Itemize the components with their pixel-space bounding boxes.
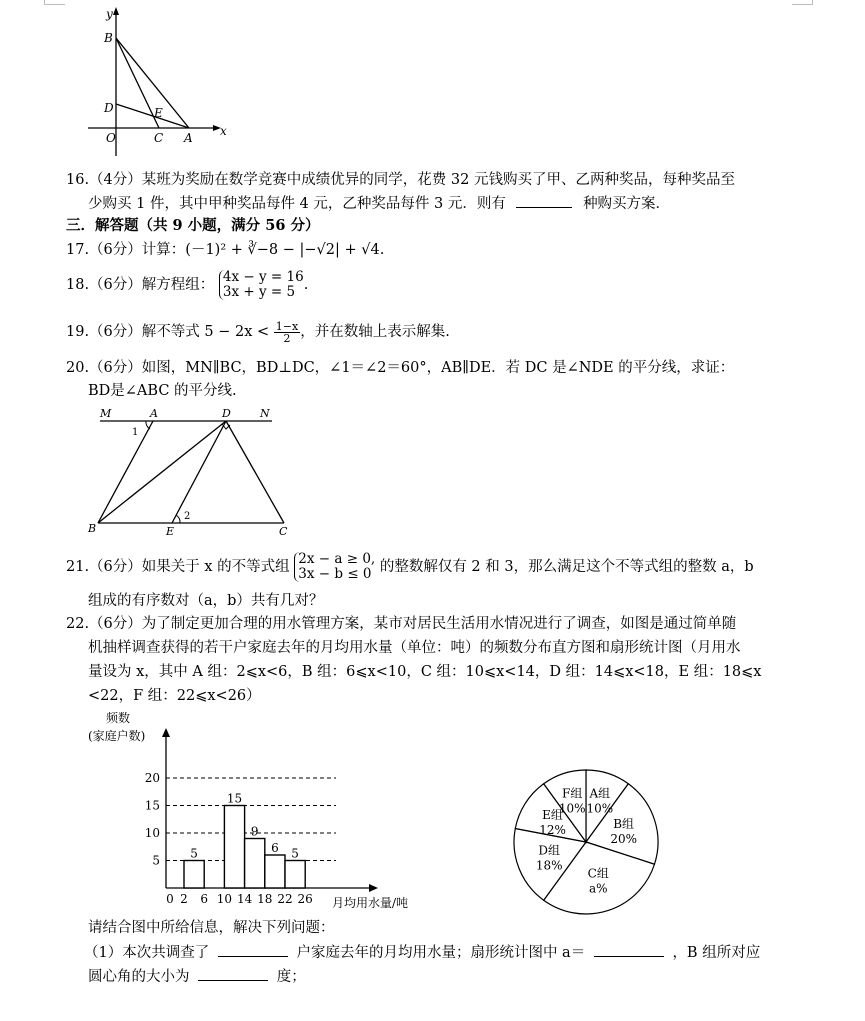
q22-line1: 22.（6分）为了制定更加合理的用水管理方案，某市对居民生活用水情况进行了调查，如图是通过简单随 (66, 616, 737, 632)
pie-slice-label: E组 (542, 807, 563, 822)
q16-answer-blank[interactable] (516, 193, 572, 208)
q18-eq1: 4x − y = 16 (222, 269, 304, 285)
q16-line2 (88, 193, 670, 214)
q22-line4: <22，F 组：22⩽x<26） (88, 688, 261, 704)
q19-numerator: 1−x (275, 319, 299, 333)
fig20-label-A: A (150, 407, 158, 420)
q18 (66, 268, 308, 302)
q21-inequality-system (294, 552, 375, 582)
q22-line3: 量设为 x，其中 A 组：2⩽x<6，B 组：6⩽x<10，C 组：10⩽x<14，D 组：14⩽x<18，E 组：18⩽x (88, 664, 762, 680)
fig15-label-D: D (104, 101, 114, 115)
histogram-bar-value: 5 (291, 846, 299, 861)
histogram-ytick-label: 10 (144, 826, 160, 840)
fig20-label-C: C (279, 525, 288, 538)
q20-line2: BD是∠ABC 的平分线. (88, 383, 237, 399)
histogram-bar-value: 6 (271, 841, 279, 855)
q18-eq2: 3x + y = 5 (222, 284, 296, 300)
histogram-xtick-label: 26 (297, 892, 313, 906)
q22-part1-text-c: ，B 组所对应 (672, 945, 761, 961)
q21-ineq2: 3x − b ≤ 0 (298, 566, 372, 582)
q22-part1-text-d: 圆心角的大小为 (88, 969, 190, 985)
pie-slice-percent: 18% (535, 858, 563, 873)
q19-prefix: 19.（6分）解不等式 (66, 324, 200, 340)
pie-slice-label: F组 (562, 786, 583, 801)
fig15-label-y: y (106, 7, 113, 21)
pie-slice-percent: 10% (586, 801, 614, 816)
histogram-bar (265, 855, 285, 888)
histogram-xtick-label: 22 (277, 892, 293, 906)
figure-q15 (86, 4, 236, 162)
fig15-label-A: A (184, 131, 193, 145)
fig15-label-B: B (104, 31, 113, 45)
histogram-bar-value: 5 (190, 846, 198, 861)
q19 (66, 318, 450, 346)
pie-slice-percent: 20% (610, 831, 637, 846)
page-corner-mark-right (792, 0, 813, 5)
histogram-bar (245, 839, 265, 889)
q21-line1 (66, 550, 754, 584)
histogram-xtick-label: 2 (180, 892, 188, 906)
q21-line2: 组成的有序数对（a，b）共有几对？ (88, 593, 324, 609)
q22-intro: 请结合图中所给信息，解决下列问题： (88, 920, 335, 936)
q17 (66, 240, 384, 260)
q19-denominator: 2 (283, 331, 291, 345)
q16-line2-text: 少购买 1 件，其中甲种奖品每件 4 元，乙种奖品每件 3 元．则有 (88, 196, 506, 212)
q21-ineq1: 2x − a ≥ 0, (298, 551, 376, 567)
pie-slice-percent: a% (588, 881, 608, 896)
pie-slice-percent: 12% (539, 822, 566, 837)
fig15-label-x: x (220, 124, 227, 138)
q18-equation-system (219, 270, 304, 300)
histogram-ytick-label: 15 (144, 798, 160, 813)
q22-households-blank[interactable] (218, 942, 288, 957)
histogram-xtick-label: 10 (216, 892, 233, 906)
histogram-ylabel-line2: (家庭户数) (88, 729, 146, 743)
pie-slice-percent: 10% (558, 801, 586, 816)
histogram-xtick-label: 6 (200, 892, 209, 906)
q19-suffix: ，并在数轴上表示解集. (300, 324, 450, 340)
q20-line1: 20.（6分）如图，MN∥BC，BD⊥DC，∠1＝∠2＝60°，AB∥DE．若 DC 是∠NDE 的平分线，求证： (66, 360, 735, 376)
histogram-xlabel: 月均用水量/吨 (332, 896, 409, 910)
pie-slice-label: D组 (538, 843, 560, 858)
histogram-xtick-label: 14 (236, 892, 253, 906)
histogram-bar (285, 861, 305, 889)
fig20-angle-1: 1 (132, 427, 139, 438)
histogram-bar (224, 806, 244, 889)
q18-suffix: . (303, 277, 309, 293)
q22-part1-line2 (88, 966, 306, 987)
fig20-label-D: D (222, 407, 231, 420)
section-header: 三．解答题（共 9 小题，满分 56 分） (66, 217, 320, 234)
fig20-label-B: B (88, 522, 97, 535)
q22-part1-text-a: （1）本次共调查了 (84, 945, 210, 961)
histogram-xtick-label: 18 (257, 892, 273, 906)
q19-lhs: 5 − 2x < (204, 324, 270, 340)
q17-prefix: 17.（6分）计算： (66, 242, 186, 258)
fig20-angle-2: 2 (184, 511, 191, 522)
fig20-label-E: E (166, 525, 175, 538)
q22-a-value-blank[interactable] (594, 942, 664, 957)
histogram-chart (86, 706, 436, 914)
q18-prefix: 18.（6分）解方程组： (66, 277, 215, 293)
histogram-bar-value: 9 (250, 824, 259, 839)
histogram-bar (184, 861, 204, 889)
histogram-ylabel-line1: 频数 (106, 711, 131, 725)
q21-prefix: 21.（6分）如果关于 x 的不等式组 (66, 559, 290, 575)
q22-part1-text-e: 度； (276, 969, 306, 985)
q22-angle-blank[interactable] (198, 966, 268, 981)
page-corner-mark-left (44, 0, 65, 5)
q22-part1-line1 (84, 942, 760, 963)
pie-slice-label: C组 (587, 866, 609, 881)
figure-q20 (86, 404, 296, 538)
histogram-bar-value: 15 (226, 791, 243, 806)
q21-suffix: 的整数解仅有 2 和 3，那么满足这个不等式组的整数 a，b (379, 559, 754, 575)
q17-expression: (－1)² + ∛−8 − |−√2| + √4. (185, 242, 385, 258)
histogram-xtick-label: 0 (166, 892, 174, 906)
q16-line2-suffix: 种购买方案． (583, 196, 671, 212)
q19-fraction (274, 321, 300, 344)
q16-line1: 16.（4分）某班为奖励在数学竞赛中成绩优异的同学，花费 32 元钱购买了甲、乙两种奖品，每种奖品至 (66, 172, 735, 188)
q22-line2: 机抽样调查获得的若干户家庭去年的月均用水量（单位：吨）的频数分布直方图和扇形统计图（月用水 (88, 640, 741, 656)
histogram-ytick-label: 20 (144, 771, 160, 785)
fig15-label-O: O (106, 131, 116, 145)
fig20-label-M: M (100, 407, 112, 420)
pie-chart (508, 766, 664, 918)
q22-part1-text-b: 户家庭去年的月均用水量；扇形统计图中 a＝ (296, 945, 586, 961)
fig20-label-N: N (260, 407, 270, 420)
fig15-label-E: E (154, 106, 163, 120)
pie-slice-label: A组 (589, 786, 611, 801)
pie-slice-label: B组 (613, 816, 635, 831)
fig15-label-C: C (154, 131, 164, 145)
histogram-ytick-label: 5 (152, 853, 160, 868)
